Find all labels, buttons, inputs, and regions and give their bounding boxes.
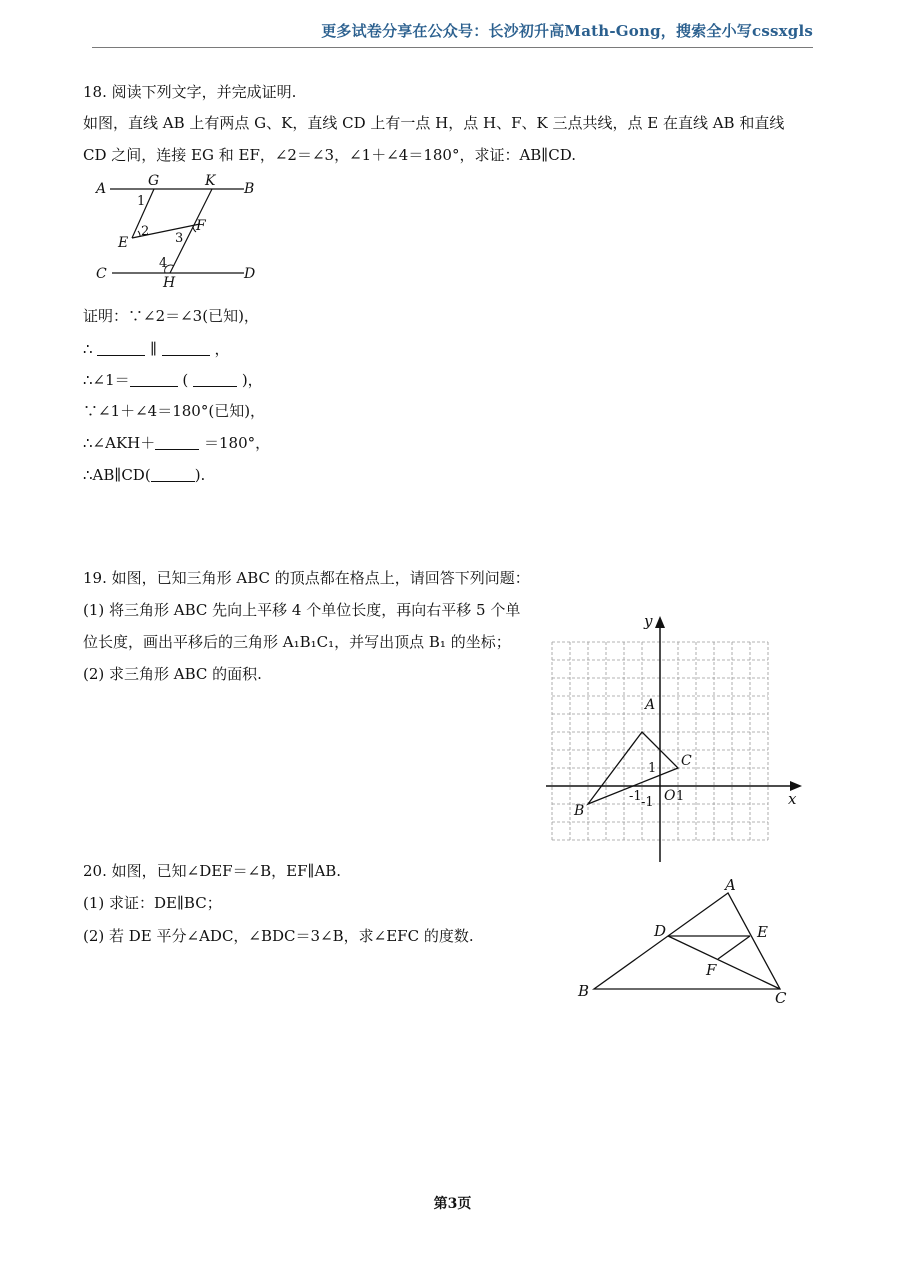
axis-label-x: x — [788, 790, 797, 808]
label-A: A — [96, 181, 107, 197]
q18-paragraph-1: 如图，直线 AB 上有两点 G、K，直线 CD 上有一点 H，点 H、F、K 三点共线，点 E 在直线 AB 和直线 — [83, 114, 785, 132]
label-C: C — [775, 989, 787, 1007]
proof-step-4: ∵∠1＋∠4＝180°(已知)， — [83, 402, 266, 420]
q20-title: 20. 如图，已知∠DEF＝∠B，EF∥AB. — [83, 862, 342, 880]
label-B: B — [244, 181, 255, 197]
header-rule — [92, 47, 813, 48]
label-E: E — [757, 923, 768, 941]
label-A: A — [725, 876, 736, 894]
answer-blank-3[interactable] — [130, 371, 178, 387]
answer-blank-5[interactable] — [155, 434, 199, 450]
q20-part-2: (2) 若 DE 平分∠ADC，∠BDC＝3∠B，求∠EFC 的度数. — [83, 927, 474, 945]
q19-part-2: (2) 求三角形 ABC 的面积. — [83, 665, 262, 683]
q19-part-1-line-1: (1) 将三角形 ABC 先向上平移 4 个单位长度，再向右平移 5 个单 — [83, 601, 521, 619]
q18-paragraph-2: CD 之间，连接 EG 和 EF，∠2＝∠3，∠1＋∠4＝180°，求证：AB∥CD. — [83, 146, 576, 164]
answer-blank-6[interactable] — [151, 466, 195, 482]
proof-step-5: ∴∠AKH＋ ＝180°， — [83, 434, 271, 452]
label-B: B — [578, 982, 590, 1000]
y-axis-arrow — [655, 616, 665, 628]
segment-ef — [718, 936, 750, 959]
q20-figure — [570, 872, 800, 1012]
q20-part-1: (1) 求证：DE∥BC； — [83, 894, 222, 912]
answer-blank-2[interactable] — [162, 340, 210, 356]
proof-step-1: 证明：∵∠2＝∠3(已知)， — [83, 307, 259, 325]
page-header: 更多试卷分享在公众号：长沙初升高Math-Gong，搜索全小写cssxgls — [321, 22, 813, 40]
label-C: C — [96, 266, 107, 282]
proof-step-3: ∴∠1＝ ( )， — [83, 371, 263, 389]
tick-label-neg1-x: -1 — [629, 789, 642, 804]
label-F: F — [196, 218, 206, 234]
q19-title: 19. 如图，已知三角形 ABC 的顶点都在格点上，请回答下列问题： — [83, 569, 530, 587]
label-E: E — [118, 235, 129, 251]
vertex-label-C: C — [681, 753, 692, 769]
label-H: H — [163, 275, 176, 290]
triangle-abc — [594, 893, 780, 989]
q18-figure — [92, 172, 272, 290]
q19-coordinate-grid — [540, 610, 810, 866]
label-3: 3 — [175, 231, 184, 246]
label-4: 4 — [159, 256, 168, 271]
proof-step-2: ∴ ∥ ， — [83, 340, 230, 358]
label-G: G — [148, 173, 160, 189]
label-K: K — [205, 173, 216, 189]
vertex-label-A: A — [645, 697, 656, 713]
vertex-label-B: B — [574, 803, 585, 819]
tick-label-neg1-y: -1 — [641, 795, 654, 810]
tick-label-1-x: 1 — [676, 789, 685, 804]
label-D: D — [654, 922, 667, 940]
segment-dc — [668, 936, 780, 989]
tick-label-1-y: 1 — [648, 761, 657, 776]
axis-label-y: y — [644, 612, 653, 630]
label-2: 2 — [141, 224, 150, 239]
label-D: D — [244, 266, 256, 282]
q18-title: 18. 阅读下列文字，并完成证明. — [83, 83, 297, 101]
answer-blank-4[interactable] — [193, 371, 237, 387]
answer-blank-1[interactable] — [97, 340, 145, 356]
q19-part-1-line-2: 位长度，画出平移后的三角形 A₁B₁C₁，并写出顶点 B₁ 的坐标； — [83, 633, 511, 651]
label-F: F — [706, 961, 717, 979]
page-number: 第3页 — [433, 1196, 472, 1212]
label-1: 1 — [137, 194, 146, 209]
origin-label: O — [664, 788, 676, 804]
proof-step-6: ∴AB∥CD( ). — [83, 466, 206, 484]
